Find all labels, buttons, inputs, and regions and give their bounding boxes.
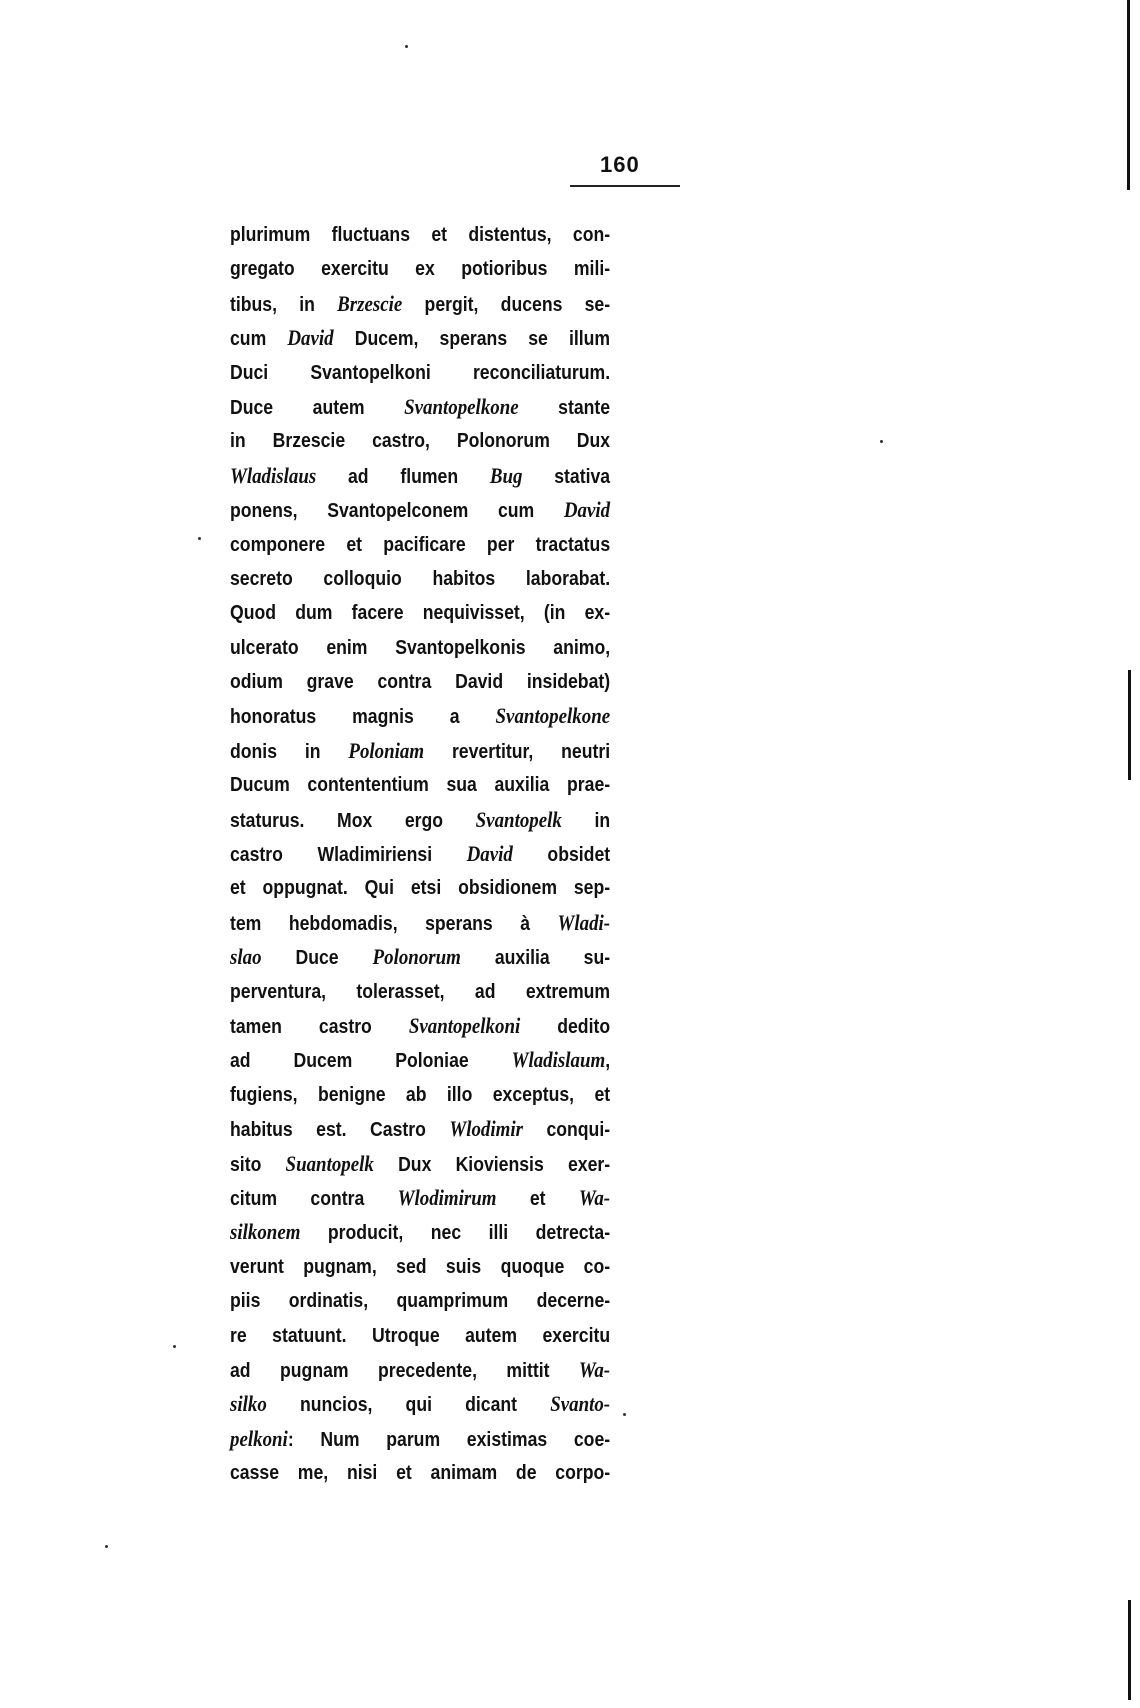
italic-name: David xyxy=(466,841,513,867)
text-segment: conqui- xyxy=(522,1118,611,1142)
text-line xyxy=(230,1181,610,1215)
italic-name: Svantopelkone xyxy=(495,703,611,729)
text-line xyxy=(230,837,610,871)
italic-name: silkonem xyxy=(230,1219,301,1245)
text-segment: cum xyxy=(230,327,288,351)
text-line xyxy=(230,287,610,321)
text-segment: stante xyxy=(518,395,611,419)
text-segment: auxilia su- xyxy=(460,946,611,970)
text-segment: Duce autem xyxy=(230,395,405,419)
text-line xyxy=(230,734,610,768)
scan-speck xyxy=(405,45,408,48)
text-segment: perventura, tolerasset, ad extremum xyxy=(230,979,611,1003)
text-line xyxy=(230,975,610,1009)
text-line xyxy=(230,1250,610,1284)
text-line xyxy=(230,1112,610,1146)
scan-speck xyxy=(623,1413,626,1416)
scan-edge-mark xyxy=(1128,1600,1131,1700)
italic-name: Brzescie xyxy=(337,290,403,316)
text-segment: donis in xyxy=(230,739,349,763)
scan-edge-mark xyxy=(1128,670,1131,780)
text-segment: citum contra xyxy=(230,1186,398,1210)
text-line xyxy=(230,1043,610,1077)
italic-name: Svantopelkoni xyxy=(408,1012,521,1038)
text-segment: pergit, ducens se- xyxy=(402,292,611,316)
text-line xyxy=(230,665,610,699)
text-line xyxy=(230,1456,610,1490)
text-line xyxy=(230,768,610,802)
text-segment: re statuunt. Utroque autem exercitu xyxy=(230,1323,611,1347)
text-line xyxy=(230,803,610,837)
text-line xyxy=(230,321,610,355)
text-segment: , xyxy=(605,1049,611,1073)
text-line xyxy=(230,424,610,458)
text-line xyxy=(230,562,610,596)
italic-name: Wladislaum xyxy=(511,1047,606,1073)
italic-name: Wladislaus xyxy=(230,462,317,488)
page-number: 160 xyxy=(600,152,640,177)
text-segment: obsidet xyxy=(512,843,611,867)
text-segment: componere et pacificare per tractatus xyxy=(230,532,611,556)
text-line xyxy=(230,493,610,527)
scan-speck xyxy=(198,537,201,540)
text-line xyxy=(230,1422,610,1456)
text-segment: gregato exercitu ex potioribus mili- xyxy=(230,257,611,281)
italic-name: Bug xyxy=(489,462,523,488)
text-segment: casse me, nisi et animam de corpo- xyxy=(230,1461,611,1485)
italic-name: Wa- xyxy=(578,1184,611,1210)
text-segment: ulcerato enim Svantopelkonis animo, xyxy=(230,635,611,659)
italic-name: David xyxy=(563,497,611,523)
text-segment: staturus. Mox ergo xyxy=(230,808,476,832)
text-segment: et oppugnat. Qui etsi obsidionem sep- xyxy=(230,876,611,900)
text-segment: ad flumen xyxy=(316,464,490,488)
text-line xyxy=(230,871,610,905)
text-segment: tamen castro xyxy=(230,1014,409,1038)
text-segment: Duce xyxy=(261,946,373,970)
text-segment: verunt pugnam, sed suis quoque co- xyxy=(230,1254,611,1278)
text-segment: in xyxy=(561,808,611,832)
text-line xyxy=(230,1078,610,1112)
italic-name: Svanto- xyxy=(550,1391,611,1417)
text-segment: producit, nec illi detrecta- xyxy=(300,1221,611,1245)
text-segment: tem hebdomadis, sperans à xyxy=(230,911,558,935)
text-segment: habitus est. Castro xyxy=(230,1118,450,1142)
italic-name: silko xyxy=(230,1391,267,1417)
text-segment: in Brzescie castro, Polonorum Dux xyxy=(230,429,611,453)
italic-name: slao xyxy=(230,944,262,970)
text-line xyxy=(230,1215,610,1249)
text-line xyxy=(230,218,610,252)
text-segment: Dux Kioviensis exer- xyxy=(373,1152,611,1176)
text-segment: dedito xyxy=(520,1014,611,1038)
text-segment: sito xyxy=(230,1152,286,1176)
scan-speck xyxy=(105,1545,108,1548)
italic-name: Svantopelk xyxy=(475,806,562,832)
text-segment: ad Ducem Poloniae xyxy=(230,1049,512,1073)
text-segment: Quod dum facere nequivisset, (in ex- xyxy=(230,601,611,625)
italic-name: Svantopelkone xyxy=(404,393,519,419)
text-segment: piis ordinatis, quamprimum decerne- xyxy=(230,1289,611,1313)
italic-name: Wa- xyxy=(578,1356,611,1382)
text-segment: Ducum contententium sua auxilia prae- xyxy=(230,773,611,797)
text-line xyxy=(230,699,610,733)
text-segment: nuncios, qui dicant xyxy=(266,1393,551,1417)
text-line xyxy=(230,1284,610,1318)
text-column xyxy=(230,218,610,1490)
text-segment: tibus, in xyxy=(230,292,338,316)
scan-speck xyxy=(880,440,883,443)
italic-name: Poloniam xyxy=(348,737,425,763)
text-line xyxy=(230,1147,610,1181)
text-line xyxy=(230,1009,610,1043)
text-segment: castro Wladimiriensi xyxy=(230,843,467,867)
text-segment: revertitur, neutri xyxy=(424,739,611,763)
text-line xyxy=(230,940,610,974)
text-segment: ponens, Svantopelconem cum xyxy=(230,499,564,523)
text-segment: plurimum fluctuans et distentus, con- xyxy=(230,223,611,246)
text-line xyxy=(230,1353,610,1387)
text-line xyxy=(230,1319,610,1353)
text-line xyxy=(230,528,610,562)
text-segment: ad pugnam precedente, mittit xyxy=(230,1358,579,1382)
text-segment: stativa xyxy=(522,464,611,488)
text-line xyxy=(230,631,610,665)
text-segment: Ducem, sperans se illum xyxy=(333,327,611,351)
scan-edge-mark xyxy=(1127,0,1130,190)
text-line xyxy=(230,906,610,940)
text-segment: odium grave contra David insidebat) xyxy=(230,670,611,694)
text-line xyxy=(230,390,610,424)
text-line xyxy=(230,1387,610,1421)
text-segment: secreto colloquio habitos laborabat. xyxy=(230,566,611,590)
text-segment: honoratus magnis a xyxy=(230,705,496,729)
scan-speck xyxy=(173,1345,176,1348)
italic-name: Polonorum xyxy=(372,944,461,970)
italic-name: Wlodimirum xyxy=(397,1184,497,1210)
italic-name: Suantopelk xyxy=(285,1150,374,1176)
italic-name: David xyxy=(287,325,334,351)
italic-name: Wlodimir xyxy=(449,1116,523,1142)
italic-name: Wladi- xyxy=(557,909,611,935)
header-rule xyxy=(570,185,680,187)
text-segment: Duci Svantopelkoni reconciliaturum. xyxy=(230,360,611,384)
italic-name: pelkoni xyxy=(230,1425,288,1451)
text-line xyxy=(230,356,610,390)
text-segment: et xyxy=(496,1186,579,1210)
text-line xyxy=(230,252,610,286)
text-line xyxy=(230,596,610,630)
text-line xyxy=(230,459,610,493)
text-segment: fugiens, benigne ab illo exceptus, et xyxy=(230,1082,611,1106)
text-segment: : Num parum existimas coe- xyxy=(287,1427,611,1451)
